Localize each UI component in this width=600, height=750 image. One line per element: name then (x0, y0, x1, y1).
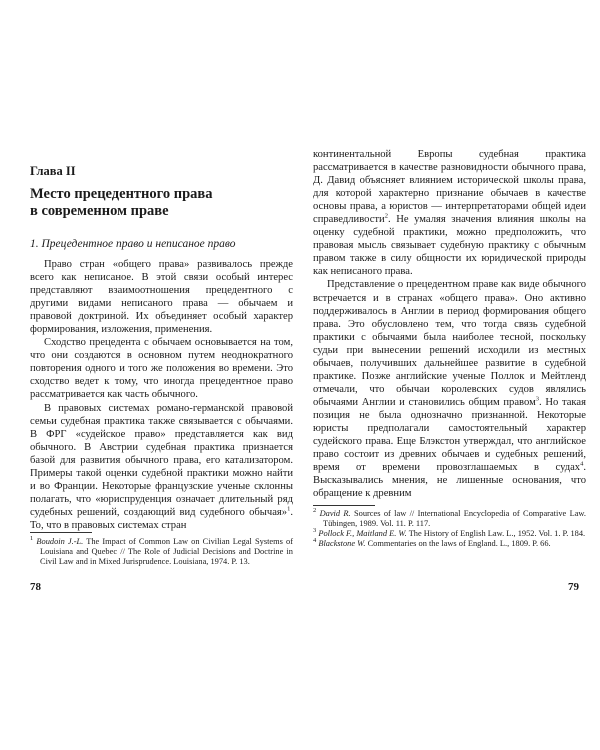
chapter-title (30, 186, 290, 220)
footnote-ref: 4 (580, 460, 584, 468)
footnote-text: Sources of law // International Encyclopedia of Comparative Law. Tübingen, 1989. Vol. 11. P. 117. (323, 509, 587, 528)
left-body-text (30, 258, 293, 532)
footnote-ref: 3 (535, 395, 540, 403)
footnote-author: David R. (319, 509, 351, 518)
page-number: 79 (568, 581, 579, 593)
footnotes (313, 509, 586, 549)
footnote-number: 1 (30, 535, 34, 543)
footnote-author: Blackstone W. (318, 539, 366, 548)
chapter-title-line-2: в современном праве (30, 203, 169, 219)
paragraph-text: . То, что в правовых системах стран (30, 506, 293, 531)
paragraph: Сходство прецедента с обычаем основывается на том, что они создаются в основном путем неоднократного повторения одного и того же положения во времени. Это сходство ведет к тому, что иногда прецедентное право рассматривается как часть обычного. (30, 337, 293, 401)
footnote (313, 529, 586, 539)
footnote-author: Pollock F., Maitland E. W. (318, 529, 407, 538)
footnote-divider (313, 505, 375, 506)
paragraph (30, 402, 293, 532)
paragraph (313, 278, 586, 500)
footnotes (30, 537, 293, 567)
paragraph (313, 148, 586, 278)
paragraph-text: . Не умаляя значения влияния школы на оценку судебной практики, можно предположить, что правовая мысль связывает судебную практику с обычным правом также в силу общности их юридической природы как неписаного права. (313, 214, 586, 278)
footnote-divider (30, 532, 92, 533)
page-number: 78 (30, 581, 41, 593)
footnote-number: 4 (313, 537, 317, 545)
paragraph-text: В правовых системах романо-германской правовой семьи судебная практика также связывается с обычаями. В ФРГ «судейское право» представляется как вид обычного. В Австрии судебная практика признается базой для развития обычного права, его катализатором. Примеры такой оценки судебной практики можно найти и во Франции. Некоторые французские ученые склонны полагать, что «юриспруденция означает длительный ряд судебных решений, создающий вид судебного обычая» (30, 402, 293, 518)
footnote-text: Commentaries on the laws of England. L., 1809. P. 66. (365, 539, 551, 548)
footnote-text: The History of English Law. L., 1952. Vol. 1. P. 184. (406, 529, 586, 538)
chapter-title-line-1: Место прецедентного права (30, 186, 213, 202)
footnote-ref: 2 (384, 212, 388, 220)
paragraph-text: . Высказывались мнения, не лишенные основания, что обращение к древним (313, 462, 586, 500)
right-body-text (313, 148, 586, 500)
section-heading: 1. Прецедентное право и неписаное право (30, 238, 236, 250)
footnote-text: The Impact of Common Law on Civilian Legal Systems of Louisiana and Quebec // The Role of Judicial Decisions and Doctrine in Civil Law and in Mixed Jurisprudence. Louisiana, 1974. P. 13. (40, 537, 294, 566)
footnote-number: 2 (313, 507, 317, 515)
paragraph-text: континентальной Европы судебная практика рассматривается в качестве разновидности обычного права, Д. Давид объясняет влиянием исторической школы права, для которой характерно признание обычаев в качестве основы права, а юристов — интерпретаторами общей идеи справедливости (313, 149, 586, 226)
footnote (313, 509, 586, 529)
paragraph-text: . Но такая позиция не была однозначно признанной. Некоторые юристы предполагали самостоятельный характер судейского права. Еще Блэкстон утверждал, что английское право состоит из древних обычаев и судебных решений, время от времени провозглашаемых в судах (313, 396, 586, 474)
footnote-author: Boudoin J.-L. (36, 537, 84, 546)
footnote-number: 3 (313, 527, 317, 535)
footnote-ref: 1 (287, 505, 291, 513)
paragraph: Право стран «общего права» развивалось прежде всего как неписаное. В этой связи особый интерес представляют взаимоотношения прецедентного с другими видами неписаного права — обычаем и правовой доктриной. Их объединяет особый характер формирования, изложения, применения. (30, 259, 293, 336)
chapter-label: Глава II (30, 164, 76, 178)
footnote (30, 537, 293, 567)
paragraph-text: Представление о прецедентном праве как виде обычного встречается и в странах «общего права». Оно активно поддерживалось в Англии в период формирования общего права. Это обусловлено тем, что тогда связь судебной практики с обычаями была наиболее тесной, поскольку судьи при вынесении решений исходили из местных обычаев, получивших дальнейшее развитие в судебной практике. Позже английские ученые Поллок и Мейтленд отмечали, что обычаи королевских судов являлись обычаями Англии и становились общим правом (313, 279, 586, 408)
footnote (313, 539, 586, 549)
